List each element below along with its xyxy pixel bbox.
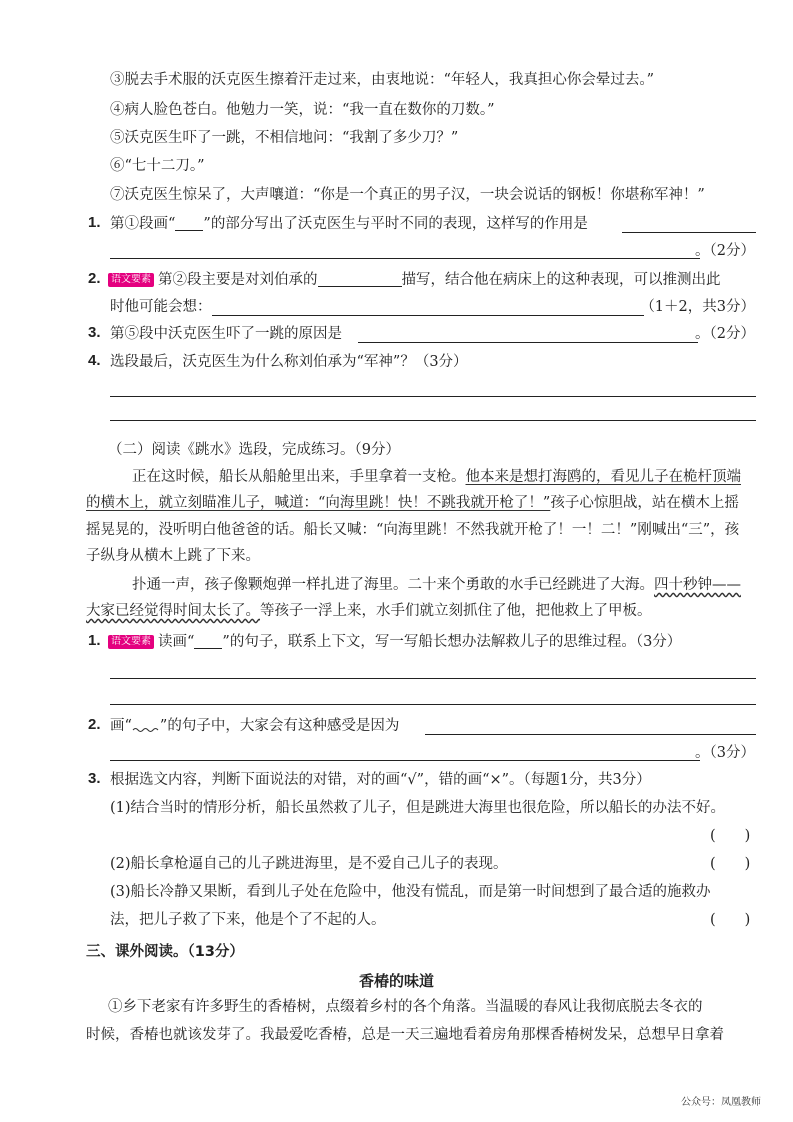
question-number: 1. bbox=[88, 632, 101, 649]
passage-line bbox=[86, 601, 652, 621]
paragraph-4: ④病人脸色苍白。他勉力一笑，说：“我一直在数你的刀数。” bbox=[110, 102, 495, 118]
wavy-text: 大家已经觉得时间太长了。 bbox=[86, 603, 260, 619]
question-text: 读画“ bbox=[158, 634, 195, 650]
judgement-answer-box[interactable]: ( ) bbox=[710, 856, 751, 872]
question-1-4: 选段最后，沃克医生为什么称刘伯承为“军神”？（3分） bbox=[110, 354, 468, 370]
question-text: ”的句子，联系上下文，写一写船长想办法解救儿子的思维过程。（3分） bbox=[222, 634, 682, 650]
underline-sample bbox=[194, 634, 222, 649]
answer-line[interactable] bbox=[110, 760, 700, 761]
paragraph-6: ⑥“七十二刀。” bbox=[110, 158, 205, 174]
answer-line[interactable] bbox=[212, 315, 644, 316]
score-label: （1＋2，共3分） bbox=[640, 299, 755, 315]
question-1-1 bbox=[110, 214, 588, 234]
answer-line[interactable] bbox=[622, 232, 756, 233]
answer-blank[interactable] bbox=[318, 272, 402, 287]
answer-line[interactable] bbox=[358, 342, 698, 343]
passage-line bbox=[86, 493, 739, 513]
passage-text: 正在这时候，船长从船舱里出来，手里拿着一支枪。 bbox=[132, 469, 466, 485]
paragraph-7: ⑦沃克医生惊呆了，大声嚷道：“你是一个真正的男子汉，一块会说话的钢板！你堪称军神！” bbox=[110, 187, 705, 203]
question-text: 第①段画“ bbox=[110, 216, 176, 232]
judgement-3-cont: 法，把儿子救了下来，他是个了不起的人。 bbox=[110, 912, 386, 928]
underline-sample bbox=[175, 216, 203, 231]
answer-line[interactable] bbox=[110, 704, 756, 705]
question-number: 2. bbox=[88, 716, 101, 733]
wavy-text: 四十秒钟—— bbox=[654, 577, 741, 593]
passage-line: 摇晃晃的，没听明白他爸爸的话。船长又喊：“向海里跳！不然我就开枪了！一！二！”刚喊出“三”，孩 bbox=[86, 522, 740, 538]
question-2-3: 根据选文内容，判断下面说法的对错，对的画“√”，错的画“×”。（每题1分，共3分） bbox=[110, 772, 651, 788]
article-line: ①乡下老家有许多野生的香椿树，点缀着乡村的各个角落。当温暖的春风让我彻底脱去冬衣的 bbox=[108, 999, 703, 1015]
article-line: 时候，香椿也就该发芽了。我最爱吃香椿，总是一天三遍地看着房角那棵香椿树发呆，总想早日拿着 bbox=[86, 1027, 724, 1043]
answer-line[interactable] bbox=[110, 678, 756, 679]
answer-line[interactable] bbox=[110, 396, 756, 397]
answer-line[interactable] bbox=[425, 734, 756, 735]
question-1-3: 第⑤段中沃克医生吓了一跳的原因是 bbox=[110, 326, 342, 342]
passage-text: 扑通一声，孩子像颗炮弹一样扎进了海里。二十来个勇敢的水手已经跳进了大海。 bbox=[132, 577, 654, 593]
underlined-text: 的横木上，就立刻瞄准儿子，喊道：“向海里跳！快！不跳我就开枪了！” bbox=[86, 495, 551, 511]
passage-line bbox=[132, 575, 741, 595]
wavy-sample bbox=[132, 719, 160, 733]
judgement-answer-box[interactable]: ( ) bbox=[710, 828, 751, 844]
question-1-2 bbox=[108, 270, 721, 290]
question-number: 2. bbox=[88, 270, 101, 287]
judgement-1: (1)结合当时的情形分析，船长虽然救了儿子，但是跳进大海里也很危险，所以船长的办法不好。 bbox=[110, 800, 726, 816]
passage-line bbox=[132, 467, 741, 487]
passage-text: 孩子心惊胆战，站在横木上摇 bbox=[550, 495, 739, 511]
paragraph-5: ⑤沃克医生吓了一跳，不相信地问：“我割了多少刀？” bbox=[110, 130, 459, 146]
judgement-3: (3)船长冷静又果断，看到儿子处在危险中，他没有慌乱，而是第一时间想到了最合适的施救办 bbox=[110, 884, 711, 900]
question-number: 1. bbox=[88, 214, 101, 231]
score-label: 。（3分） bbox=[695, 745, 755, 761]
question-number: 3. bbox=[88, 324, 101, 341]
section-heading: （二）阅读《跳水》选段，完成练习。（9分） bbox=[108, 442, 400, 458]
judgement-answer-box[interactable]: ( ) bbox=[710, 912, 751, 928]
passage-line: 子纵身从横木上跳了下来。 bbox=[86, 548, 260, 564]
article-title: 香椿的味道 bbox=[358, 972, 434, 990]
answer-line[interactable] bbox=[110, 258, 700, 259]
question-text: 第②段主要是对刘伯承的 bbox=[158, 272, 318, 288]
question-text: ”的部分写出了沃克医生与平时不同的表现，这样写的作用是 bbox=[203, 216, 588, 232]
section-heading: 三、课外阅读。（13分） bbox=[86, 944, 244, 960]
badge-yuwen-yaosu: 语文要素 bbox=[108, 273, 154, 287]
question-1-2-cont: 时他可能会想： bbox=[110, 299, 212, 315]
answer-line[interactable] bbox=[110, 420, 756, 421]
passage-text: 等孩子一浮上来，水手们就立刻抓住了他，把他救上了甲板。 bbox=[260, 603, 652, 619]
score-label: 。（2分） bbox=[695, 326, 755, 342]
question-number: 3. bbox=[88, 770, 101, 787]
underlined-text: 他本来是想打海鸥的，看见儿子在桅杆顶端 bbox=[465, 469, 741, 485]
question-text: 画“ bbox=[110, 718, 132, 734]
judgement-2: (2)船长拿枪逼自己的儿子跳进海里，是不爱自己儿子的表现。 bbox=[110, 856, 508, 872]
question-text: ”的句子中，大家会有这种感受是因为 bbox=[159, 718, 400, 734]
score-label: 。（2分） bbox=[695, 243, 755, 259]
question-2-2 bbox=[110, 716, 399, 736]
footer-watermark: 公众号：凤凰教师 bbox=[681, 1097, 761, 1108]
paragraph-3: ③脱去手术服的沃克医生擦着汗走过来，由衷地说：“年轻人，我真担心你会晕过去。” bbox=[110, 72, 655, 88]
badge-yuwen-yaosu: 语文要素 bbox=[108, 635, 154, 649]
question-number: 4. bbox=[88, 352, 101, 369]
question-2-1 bbox=[108, 632, 681, 652]
question-text: 描写，结合他在病床上的这种表现，可以推测出此 bbox=[401, 272, 721, 288]
